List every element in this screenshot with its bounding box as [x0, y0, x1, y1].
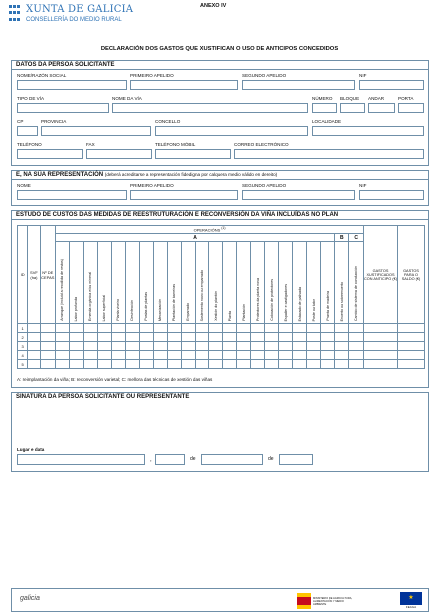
col-saldo: GASTOS PARA O SALDO (€) — [397, 226, 424, 324]
table-cell[interactable] — [69, 342, 83, 351]
road-name-field[interactable] — [112, 103, 308, 113]
operations-header: OPERACIÓNS $^{(1)}$ — [56, 226, 364, 234]
rep-nif-field[interactable] — [359, 190, 424, 200]
table-cell[interactable] — [293, 324, 307, 333]
rep-surname1-field[interactable] — [130, 190, 238, 200]
table-cell[interactable] — [397, 351, 424, 360]
table-cell[interactable] — [167, 360, 181, 369]
table-cell[interactable] — [40, 333, 55, 342]
table-cell[interactable] — [397, 333, 424, 342]
council-field[interactable] — [155, 126, 308, 136]
table-cell[interactable] — [195, 333, 209, 342]
table-cell[interactable] — [209, 351, 223, 360]
table-cell[interactable] — [349, 342, 364, 351]
row-id: 2 — [18, 333, 28, 342]
table-cell[interactable] — [28, 351, 40, 360]
rep-name-field[interactable] — [17, 190, 127, 200]
surname2-field[interactable] — [242, 80, 355, 90]
representation-section — [11, 170, 429, 206]
col-a-12-label: Xestión do plantón — [213, 291, 218, 321]
table-cell[interactable] — [40, 351, 55, 360]
ministry-logo — [297, 592, 357, 610]
block-label: BLOQUE — [340, 96, 360, 101]
table-cell[interactable] — [209, 342, 223, 351]
table-cell[interactable] — [139, 351, 153, 360]
rep-surname2-field[interactable] — [242, 190, 355, 200]
col-a-13 — [223, 242, 237, 324]
table-cell[interactable] — [237, 324, 251, 333]
table-cell[interactable] — [364, 342, 398, 351]
table-cell[interactable] — [111, 324, 125, 333]
table-cell[interactable] — [335, 342, 349, 351]
col-a-10 — [181, 242, 195, 324]
table-cell[interactable] — [265, 342, 279, 351]
surname1-label: PRIMEIRO APELIDO — [130, 73, 174, 78]
rep-surname1-label: PRIMEIRO APELIDO — [130, 183, 174, 188]
table-cell[interactable] — [111, 342, 125, 351]
study-section — [11, 210, 429, 388]
eu-flag-icon: ★ — [400, 592, 422, 605]
table-cell[interactable] — [237, 333, 251, 342]
costs-table — [17, 225, 425, 369]
table-cell[interactable] — [307, 351, 321, 360]
table-cell[interactable] — [83, 333, 97, 342]
col-a-9-label: Plantación de barreiras — [172, 284, 177, 321]
name-field[interactable] — [17, 80, 127, 90]
day-field[interactable] — [155, 454, 185, 465]
col-a-3 — [83, 242, 97, 324]
table-row — [18, 360, 425, 369]
col-a-2 — [69, 242, 83, 324]
number-field[interactable] — [312, 103, 337, 113]
table-cell[interactable] — [279, 324, 293, 333]
col-a-3-label: Emenda orgánica e/ou mineral — [88, 272, 93, 321]
road-type-field[interactable] — [17, 103, 109, 113]
table-row — [18, 324, 425, 333]
table-cell[interactable] — [293, 342, 307, 351]
table-cell[interactable] — [97, 333, 111, 342]
table-cell[interactable] — [279, 342, 293, 351]
col-a-1 — [56, 242, 70, 324]
col-a-19-label: Poste ou tutor — [311, 298, 316, 321]
table-cell[interactable] — [181, 351, 195, 360]
fax-label: FAX — [86, 142, 95, 147]
row-id: 1 — [18, 324, 28, 333]
fax-field[interactable] — [86, 149, 152, 159]
table-cell[interactable] — [56, 324, 70, 333]
col-a-6-label: Desinfección — [130, 300, 135, 321]
col-id: ID — [18, 226, 28, 324]
table-cell[interactable] — [265, 333, 279, 342]
table-cell[interactable] — [237, 360, 251, 369]
col-gastos: GASTOS XUSTIFICADOS CON ANTICIPO (€) — [364, 226, 398, 324]
table-cell[interactable] — [223, 360, 237, 369]
table-cell[interactable] — [195, 324, 209, 333]
col-a-5 — [111, 242, 125, 324]
table-cell[interactable] — [293, 333, 307, 342]
table-cell[interactable] — [167, 342, 181, 351]
table-cell[interactable] — [237, 351, 251, 360]
table-cell[interactable] — [40, 342, 55, 351]
rep-nif-label: NIF — [359, 183, 367, 188]
galicia-logo: galicia — [20, 595, 40, 602]
floor-field[interactable] — [368, 103, 395, 113]
table-cell[interactable] — [397, 342, 424, 351]
signature-heading: SINATURA DA PERSOA SOLICITANTE OU REPRESENTANTE — [16, 394, 190, 400]
table-cell[interactable] — [153, 324, 167, 333]
col-a-12 — [209, 242, 223, 324]
place-date-label: Lugar e data — [17, 447, 45, 452]
road-name-label: NOME DA VÍA — [112, 96, 142, 101]
table-cell[interactable] — [97, 351, 111, 360]
group-a: A — [56, 234, 335, 242]
table-cell[interactable] — [83, 324, 97, 333]
col-a-1-label: Arranque (incluíd a recollida de restos) — [60, 259, 65, 321]
month-field[interactable] — [201, 454, 263, 465]
locality-field[interactable] — [312, 126, 424, 136]
group-b: B — [335, 234, 349, 242]
table-cell[interactable] — [335, 351, 349, 360]
table-cell[interactable] — [139, 324, 153, 333]
table-cell[interactable] — [56, 351, 70, 360]
rep-surname2-label: SEGUNDO APELIDO — [242, 183, 287, 188]
col-a-4-label: Labor superficial — [102, 294, 107, 321]
table-cell[interactable] — [28, 333, 40, 342]
table-cell[interactable] — [251, 351, 265, 360]
ministry-text: MINISTERIO DE AGRICULTURA, ALIMENTACIÓN Y MEDIO AMBIENTE — [313, 596, 353, 606]
table-cell[interactable] — [307, 333, 321, 342]
de-label-2: de — [268, 456, 274, 462]
table-cell[interactable] — [335, 333, 349, 342]
table-cell[interactable] — [153, 351, 167, 360]
table-cell[interactable] — [293, 351, 307, 360]
col-b-label: Enxerto ou sobreenxerto — [339, 281, 344, 321]
floor-label: ANDAR — [368, 96, 385, 101]
table-cell[interactable] — [307, 324, 321, 333]
table-cell[interactable] — [28, 324, 40, 333]
surname1-field[interactable] — [130, 80, 238, 90]
col-a-20-label: Pranta de madeira — [325, 291, 330, 321]
table-row — [18, 342, 425, 351]
table-cell[interactable] — [251, 360, 265, 369]
de-label-1: de — [190, 456, 196, 462]
row-id: 5 — [18, 360, 28, 369]
eu-logo — [400, 592, 422, 610]
signature-section — [11, 392, 429, 472]
table-cell[interactable] — [97, 324, 111, 333]
table-cell[interactable] — [349, 333, 364, 342]
table-cell[interactable] — [167, 324, 181, 333]
table-cell[interactable] — [125, 324, 139, 333]
table-cell[interactable] — [28, 360, 40, 369]
table-cell[interactable] — [153, 342, 167, 351]
table-cell[interactable] — [223, 342, 237, 351]
table-row — [18, 333, 425, 342]
col-a-15-label: Protectores da planta nova — [255, 278, 260, 321]
xunta-logo — [9, 5, 133, 23]
col-a-5-label: Planta viveiro — [116, 299, 121, 321]
table-cell[interactable] — [181, 360, 195, 369]
applicant-heading: DATOS DA PERSOA SOLICITANTE — [12, 61, 428, 70]
xunta-emblem-icon — [9, 5, 22, 23]
table-cell[interactable] — [69, 360, 83, 369]
year-field[interactable] — [279, 454, 313, 465]
table-cell[interactable] — [125, 360, 139, 369]
table-cell[interactable] — [97, 360, 111, 369]
table-cell[interactable] — [167, 351, 181, 360]
legend: A: reimplantación da viña; B: reconversión varietal; C: mellora das técnicas de xestión das viñas — [17, 377, 213, 382]
table-cell[interactable] — [56, 360, 70, 369]
table-cell[interactable] — [28, 342, 40, 351]
email-label: CORREO ELECTRÓNICO — [234, 142, 289, 147]
group-c: C — [349, 234, 364, 242]
applicant-section — [11, 60, 429, 166]
table-cell[interactable] — [223, 324, 237, 333]
table-row — [18, 351, 425, 360]
table-cell[interactable] — [69, 351, 83, 360]
col-a-13-label: Planta — [227, 310, 232, 321]
col-a-6 — [125, 242, 139, 324]
table-cell[interactable] — [111, 360, 125, 369]
col-a-15 — [251, 242, 265, 324]
cp-label: CP — [17, 119, 24, 124]
table-cell[interactable] — [321, 360, 335, 369]
number-label: NÚMERO — [312, 96, 333, 101]
col-a-11-label: Sostemento novo ou emparrado — [200, 269, 204, 321]
table-cell[interactable] — [83, 342, 97, 351]
table-cell[interactable] — [209, 360, 223, 369]
rep-name-label: NOME — [17, 183, 31, 188]
col-svf: SVF (ha) — [28, 226, 40, 324]
col-a-14-label: Plantación — [241, 304, 246, 321]
table-cell[interactable] — [397, 324, 424, 333]
table-cell[interactable] — [69, 333, 83, 342]
col-a-10-label: Emparrado — [186, 303, 191, 321]
cp-field[interactable] — [17, 126, 38, 136]
study-heading: ESTUDO DE CUSTOS DAS MEDIDAS DE REESTRUTURACIÓN E RECONVERSIÓN DA VIÑA INCLUÍDAS NO PLAN — [12, 211, 428, 220]
phone-field[interactable] — [17, 149, 83, 159]
col-a-17-label: Espaller e castigadores — [283, 283, 288, 321]
table-cell[interactable] — [265, 324, 279, 333]
table-cell[interactable] — [139, 342, 153, 351]
table-cell[interactable] — [181, 333, 195, 342]
row-id: 3 — [18, 342, 28, 351]
table-cell[interactable] — [209, 333, 223, 342]
col-cepas: Nº DE CEPAS — [40, 226, 55, 324]
col-c-label: Cambio de sistema de conducción — [354, 266, 359, 321]
table-cell[interactable] — [223, 351, 237, 360]
col-c — [349, 242, 364, 324]
representation-note: (deberá acreditarse a representación fidedigna por calquera medio válido en dereito) — [104, 172, 278, 177]
col-a-11 — [195, 242, 209, 324]
logo-subtitle: CONSELLERÍA DO MEDIO RURAL — [26, 17, 122, 23]
door-label: PORTA — [398, 96, 414, 101]
table-cell[interactable] — [111, 333, 125, 342]
table-cell[interactable] — [69, 324, 83, 333]
table-cell[interactable] — [139, 333, 153, 342]
phone-label: TELÉFONO — [17, 142, 42, 147]
table-cell[interactable] — [335, 324, 349, 333]
table-cell[interactable] — [195, 351, 209, 360]
table-cell[interactable] — [195, 342, 209, 351]
door-field[interactable] — [398, 103, 424, 113]
table-cell[interactable] — [364, 324, 398, 333]
table-cell[interactable] — [321, 324, 335, 333]
table-cell[interactable] — [321, 342, 335, 351]
province-label: PROVINCIA — [41, 119, 67, 124]
col-a-16 — [265, 242, 279, 324]
col-a-8-label: Mecanización — [158, 299, 163, 321]
table-cell[interactable] — [195, 360, 209, 369]
table-cell[interactable] — [56, 342, 70, 351]
table-cell[interactable] — [321, 351, 335, 360]
table-cell[interactable] — [40, 360, 55, 369]
representation-title: E, NA SÚA REPRESENTACIÓN — [16, 172, 104, 178]
col-a-18 — [293, 242, 307, 324]
table-cell[interactable] — [265, 360, 279, 369]
block-field[interactable] — [340, 103, 365, 113]
table-cell[interactable] — [181, 342, 195, 351]
col-a-19 — [307, 242, 321, 324]
col-a-2-label: Labor profunda — [74, 296, 79, 321]
table-cell[interactable] — [139, 360, 153, 369]
col-b — [335, 242, 349, 324]
table-cell[interactable] — [111, 351, 125, 360]
table-cell[interactable] — [125, 342, 139, 351]
col-a-7-label: Postas de plantas — [144, 292, 149, 321]
table-cell[interactable] — [279, 360, 293, 369]
table-cell[interactable] — [181, 324, 195, 333]
table-cell[interactable] — [279, 351, 293, 360]
table-cell[interactable] — [223, 333, 237, 342]
table-cell[interactable] — [364, 351, 398, 360]
place-field[interactable] — [17, 454, 145, 465]
table-cell[interactable] — [237, 342, 251, 351]
table-cell[interactable] — [251, 342, 265, 351]
locality-label: LOCALIDADE — [312, 119, 342, 124]
table-cell[interactable] — [307, 360, 321, 369]
col-a-4 — [97, 242, 111, 324]
table-cell[interactable] — [56, 333, 70, 342]
table-cell[interactable] — [364, 360, 398, 369]
table-cell[interactable] — [153, 360, 167, 369]
table-cell[interactable] — [40, 324, 55, 333]
table-cell[interactable] — [293, 360, 307, 369]
name-label: NOME/RAZÓN SOCIAL — [17, 73, 67, 78]
representation-heading — [12, 171, 428, 180]
table-cell[interactable] — [125, 351, 139, 360]
comma: , — [150, 457, 152, 463]
table-cell[interactable] — [335, 360, 349, 369]
council-label: CONCELLO — [155, 119, 181, 124]
col-a-16-label: Colocación de protectores — [269, 279, 274, 321]
table-cell[interactable] — [209, 324, 223, 333]
nif-label: NIF — [359, 73, 367, 78]
table-cell[interactable] — [364, 333, 398, 342]
table-cell[interactable] — [153, 333, 167, 342]
road-type-label: TIPO DE VÍA — [17, 96, 45, 101]
col-a-18-label: Estacado de palisada — [297, 286, 302, 321]
table-cell[interactable] — [279, 333, 293, 342]
table-cell[interactable] — [97, 342, 111, 351]
page-title: DECLARACIÓN DOS GASTOS QUE XUSTIFICAN O USO DE ANTICIPOS CONCEDIDOS — [100, 46, 339, 52]
col-a-7 — [139, 242, 153, 324]
table-cell[interactable] — [397, 360, 424, 369]
nif-field[interactable] — [359, 80, 424, 90]
table-cell[interactable] — [83, 351, 97, 360]
table-cell[interactable] — [251, 324, 265, 333]
table-cell[interactable] — [125, 333, 139, 342]
col-a-14 — [237, 242, 251, 324]
spain-flag-icon — [297, 593, 311, 609]
email-field[interactable] — [234, 149, 424, 159]
table-cell[interactable] — [251, 333, 265, 342]
row-id: 4 — [18, 351, 28, 360]
eu-text: FEAGA — [405, 605, 417, 609]
surname2-label: SEGUNDO APELIDO — [242, 73, 287, 78]
table-cell[interactable] — [349, 351, 364, 360]
table-cell[interactable] — [321, 333, 335, 342]
province-field[interactable] — [41, 126, 151, 136]
table-cell[interactable] — [307, 342, 321, 351]
mobile-label: TELÉFONO MÓBIL — [155, 142, 196, 147]
logo-title: XUNTA DE GALICIA — [26, 4, 134, 15]
col-a-8 — [153, 242, 167, 324]
annex-label: ANEXO IV — [200, 3, 227, 9]
footer — [11, 588, 429, 612]
col-a-20 — [321, 242, 335, 324]
table-cell[interactable] — [83, 360, 97, 369]
table-cell[interactable] — [349, 324, 364, 333]
table-cell[interactable] — [349, 360, 364, 369]
table-cell[interactable] — [265, 351, 279, 360]
mobile-field[interactable] — [155, 149, 231, 159]
table-cell[interactable] — [167, 333, 181, 342]
col-a-9 — [167, 242, 181, 324]
col-a-17 — [279, 242, 293, 324]
